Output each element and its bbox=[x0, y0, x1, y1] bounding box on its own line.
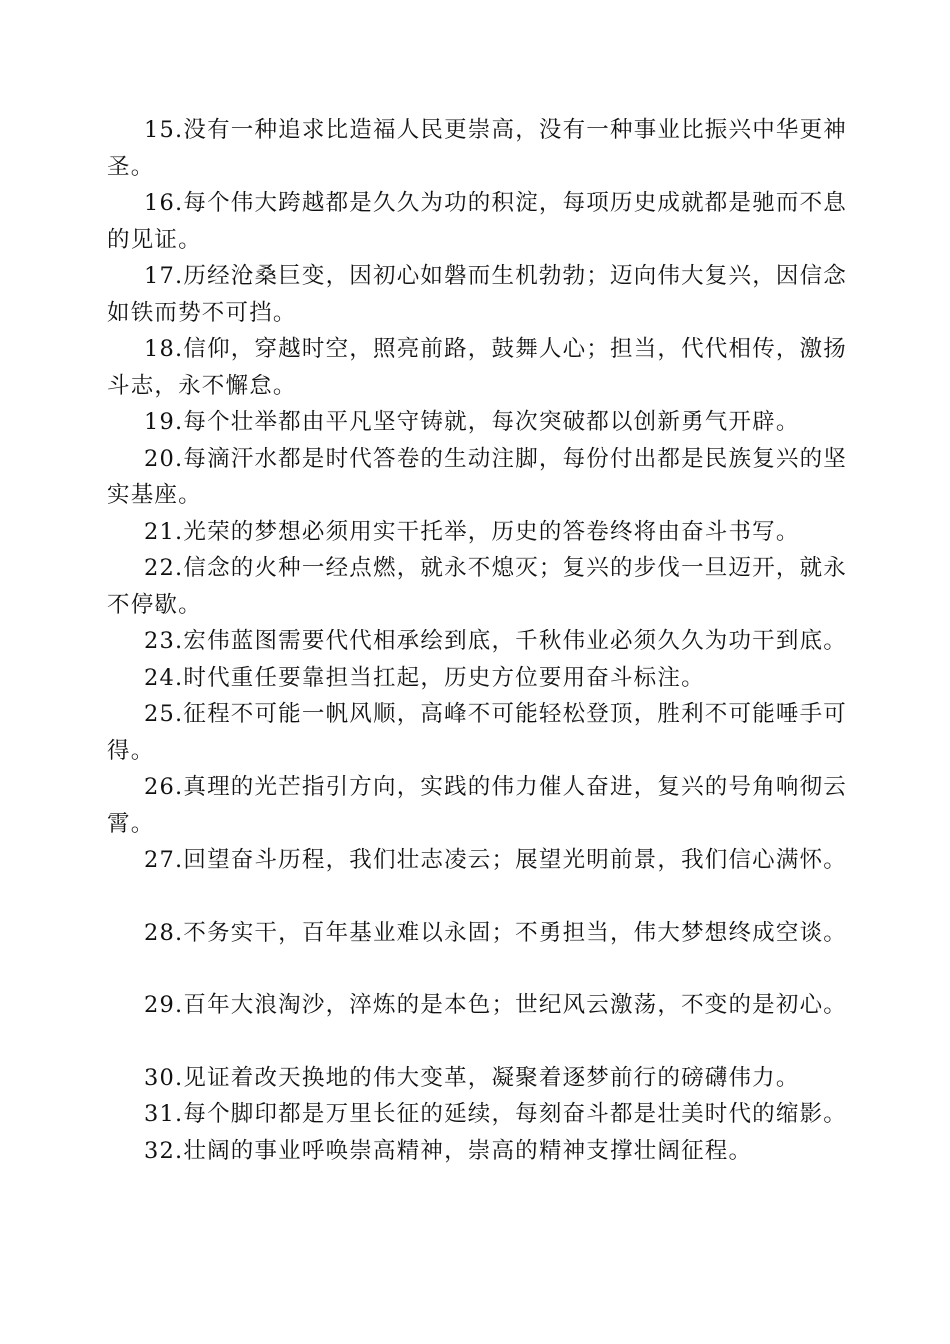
paragraph-27: 27.回望奋斗历程，我们壮志凌云；展望光明前景，我们信心满怀。 bbox=[144, 847, 847, 873]
paragraph-17: 17.历经沧桑巨变，因初心如磐而生机勃勃；迈向伟大复兴，因信念如铁而势不可挡。 bbox=[107, 263, 847, 326]
paragraph-25: 25.征程不可能一帆风顺，高峰不可能轻松登顶，胜利不可能唾手可得。 bbox=[107, 701, 847, 764]
paragraph-20: 20.每滴汗水都是时代答卷的生动注脚，每份付出都是民族复兴的坚实基座。 bbox=[107, 445, 847, 508]
paragraph-19: 19.每个壮举都由平凡坚守铸就，每次突破都以创新勇气开辟。 bbox=[144, 409, 800, 435]
paragraph-32: 32.壮阔的事业呼唤崇高精神，崇高的精神支撑壮阔征程。 bbox=[144, 1137, 753, 1164]
paragraph-28: 28.不务实干，百年基业难以永固；不勇担当，伟大梦想终成空谈。 bbox=[144, 919, 847, 946]
paragraph-23: 23.宏伟蓝图需要代代相承绘到底，千秋伟业必须久久为功干到底。 bbox=[144, 628, 847, 654]
paragraph-31: 31.每个脚印都是万里长征的延续，每刻奋斗都是壮美时代的缩影。 bbox=[144, 1101, 847, 1127]
paragraph-24: 24.时代重任要靠担当扛起，历史方位要用奋斗标注。 bbox=[144, 664, 705, 691]
paragraph-30: 30.见证着改天换地的伟大变革，凝聚着逐梦前行的磅礴伟力。 bbox=[144, 1064, 800, 1091]
document-body bbox=[107, 112, 847, 1169]
paragraph-21: 21.光荣的梦想必须用实干托举，历史的答卷终将由奋斗书写。 bbox=[144, 518, 800, 545]
paragraph-22: 22.信念的火种一经点燃，就永不熄灭；复兴的步伐一旦迈开，就永不停歇。 bbox=[107, 555, 847, 618]
paragraph-16: 16.每个伟大跨越都是久久为功的积淀，每项历史成就都是驰而不息的见证。 bbox=[107, 190, 847, 253]
paragraph-15: 15.没有一种追求比造福人民更崇高，没有一种事业比振兴中华更神圣。 bbox=[107, 117, 847, 180]
paragraph-18: 18.信仰，穿越时空，照亮前路，鼓舞人心；担当，代代相传，激扬斗志，永不懈怠。 bbox=[107, 336, 847, 399]
paragraph-29: 29.百年大浪淘沙，淬炼的是本色；世纪风云激荡，不变的是初心。 bbox=[144, 992, 847, 1018]
paragraph-26: 26.真理的光芒指引方向，实践的伟力催人奋进，复兴的号角响彻云霄。 bbox=[107, 774, 847, 837]
